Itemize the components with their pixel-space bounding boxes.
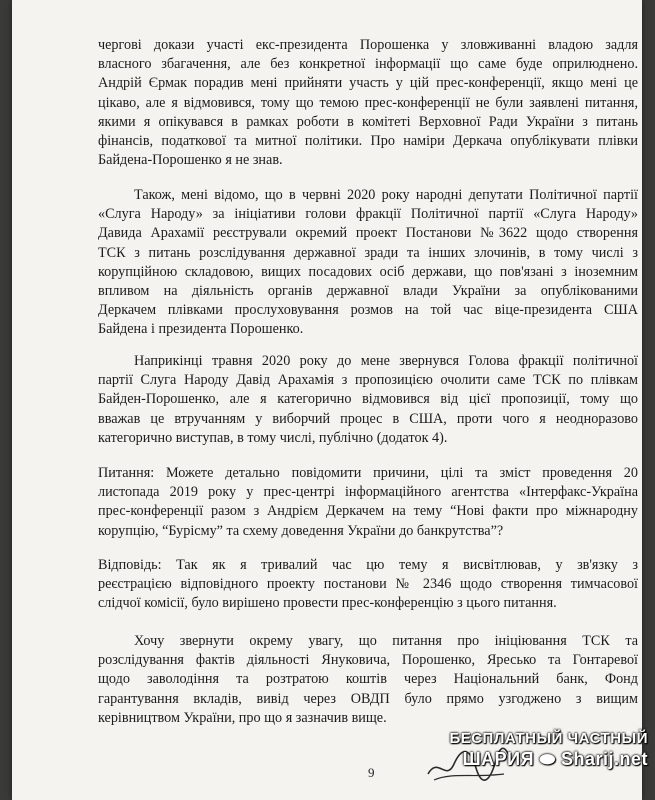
watermark-icon: ⬬ <box>539 749 556 769</box>
text-line: Давида Арахамії реєстрували окремий проект Постанови №3622 щодо створення <box>98 225 638 242</box>
text-line: Наприкінці травня 2020 року до мене звернувся Голова фракції політичної <box>134 353 638 369</box>
watermark <box>418 730 648 770</box>
watermark-line-2 <box>418 749 648 770</box>
text-line: корупційною складовою, вищих посадових осіб держави, що пов'язані з іноземним <box>98 263 638 280</box>
text-line: категорично виступав, в тому числі, публічно (додаток 4). <box>98 429 448 446</box>
text-line: ТСК з питань розслідування державної зради та інших злочинів, в тому числі з <box>98 244 638 261</box>
text-line: щодо заволодіння та розтратою коштів через Національний банк, Фонд <box>98 671 638 688</box>
text-line: цікаво, але я відмовився, тому що темою прес-конференції не були заявлені питання, <box>98 94 638 111</box>
text-line: Також, мені відомо, що в червні 2020 року народні депутати Політичної партії <box>134 187 638 203</box>
text-line: Деркачем плівками прослуховування розмов на той час віце-президента США <box>98 302 638 319</box>
text-line: Хочу звернути окрему увагу, що питання про ініціювання ТСК та <box>134 633 638 649</box>
text-line: Байдена і президента Порошенко. <box>98 321 304 338</box>
text-line: впливом на діяльність органів державної влади України за опублікованими <box>98 283 638 300</box>
text-line: Відповідь: Так як я тривалий час цю тему я висвітлював, у зв'язку з <box>98 557 638 573</box>
text-line: Питання: Можете детально повідомити причини, цілі та зміст проведення 20 <box>98 465 638 481</box>
page-number: 9 <box>368 765 375 780</box>
text-line: керівництвом України, про що я зазначив вище. <box>98 709 387 726</box>
watermark-name: ШАРИЯ <box>462 749 535 769</box>
watermark-line-1: БЕСПЛАТНЫЙ ЧАСТНЫЙ <box>449 730 648 747</box>
paragraph-1 <box>98 36 638 170</box>
text-line: гарантування вкладів, вивід через ОВДП було прямо узгоджено з вищим <box>98 690 638 707</box>
text-line: прес-конференції разом з Андрієм Деркачем на тему “Нові факти про міжнародну <box>98 503 638 520</box>
text-line: листопада 2019 року у прес-центрі інформаційного агентства «Інтерфакс-Україна <box>98 484 638 501</box>
text-line: «Слуга Народу» за ініціативи голови фракції Політичної партії «Слуга Народу» <box>98 206 638 223</box>
paragraph-4 <box>98 464 638 541</box>
text-line: власного збагачення, але без конкретної інформації що саме буде оприлюднено. <box>98 56 638 73</box>
text-line: чергові докази участі екс-президента Порошенка у зловживанні владою задля <box>98 37 638 53</box>
paragraph-3 <box>98 352 638 448</box>
paragraph-5 <box>98 556 638 614</box>
text-line: розслідування фактів діяльності Януковича, Порошенко, Яресько та Гонтаревої <box>98 652 638 669</box>
paragraph-6 <box>98 632 638 728</box>
text-line: слідчої комісії, було вирішено провести прес-конференцію з цього питання. <box>98 595 557 612</box>
paragraph-2 <box>98 186 638 340</box>
text-line: Байдена-Порошенко я не знав. <box>98 152 283 169</box>
text-line: вважав це втручанням у виборчий процес в США, проти чого я неодноразово <box>98 410 638 427</box>
text-line: фінансів, податкової та митної політики. Про наміри Деркача опублікувати плівки <box>98 133 638 150</box>
text-line: реєстрацією відповідного проекту постанови № 2346 щодо створення тимчасової <box>98 576 638 593</box>
document-page <box>12 0 642 800</box>
text-line: Байден-Порошенко, але я категорично відмовився від цієї пропозиції, тому що <box>98 391 638 408</box>
text-line: партії Слуга Народу Давід Арахамія з пропозицією очолити саме ТСК по плівкам <box>98 372 638 389</box>
watermark-site: Sharij.net <box>560 749 648 769</box>
text-line: якими я опікувався в рамках роботи в комітеті Верховної Ради України з питань <box>98 113 638 130</box>
text-line: Андрій Єрмак порадив мені прийняти участь у цій прес-конференції, якщо мені це <box>98 75 638 92</box>
text-line: корупцію, “Бурісму” та схему доведення України до банкрутства”? <box>98 522 504 539</box>
